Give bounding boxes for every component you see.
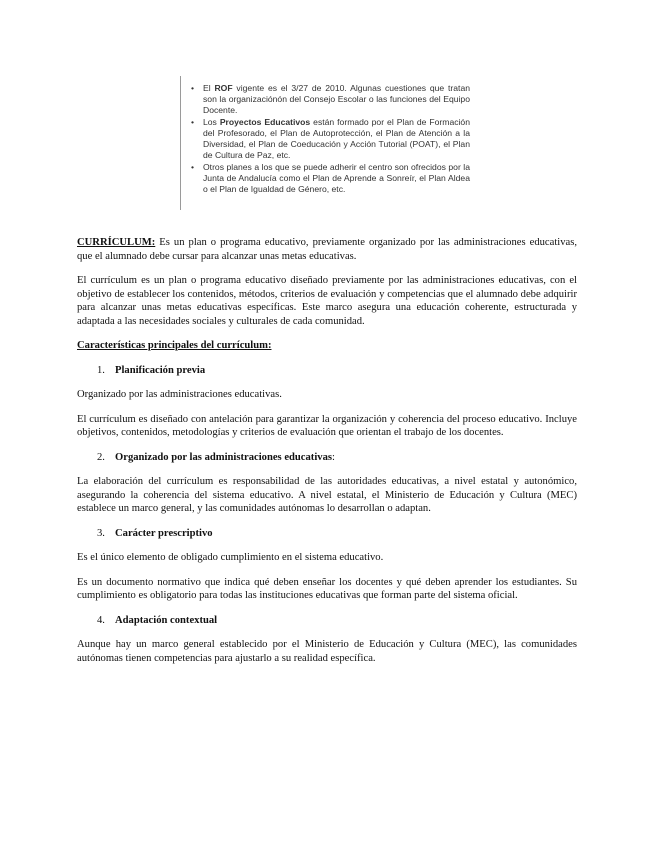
section-2-text-1: La elaboración del currículum es responsabilidad de las autoridades educativas, a nivel estatal y autonómico, asegurando la coherencia del sistema educativo. A nivel estatal, el Ministerio de Educación y Cultura (MEC) establece un marco general, y las comunidades autónomas lo desarrollan o adaptan. — [77, 476, 577, 514]
inset-item-otros-planes: • Otros planes a los que se puede adherir el centro son ofrecidos por la Junta de Andalucía como el Plan de Aprende a Sonreír, el Plan Aldea o el Plan de Igualdad de Género, etc. — [191, 162, 470, 194]
inset-item-rof: • El ROF vigente es el 3/27 de 2010. Algunas cuestiones que tratan son la organizaciónón del Consejo Escolar o las funciones del Equipo Docente. — [191, 83, 471, 115]
inset-bullet-list — [187, 83, 470, 195]
curriculum-term: CURRÍCULUM: — [77, 237, 156, 248]
bullet-icon: • — [191, 117, 195, 127]
section-3-text-2: Es un documento normativo que indica qué deben enseñar los docentes y qué deben aprender los estudiantes. Su cumplimiento es obligatorio para todas las instituciones educativas que forman parte del sistema oficial. — [77, 576, 577, 601]
curriculum-definition: CURRÍCULUM: Es un plan o programa educativo, previamente organizado por las administraciones educativas, que el alumnado debe cursar para alcanzar unas metas educativas. — [77, 237, 577, 262]
inset-item-proyectos: • Los Proyectos Educativos están formado por el Plan de Formación del Profesorado, el Plan de Autoprotección, el Plan de Atención a la Diversidad, el Plan de Coeducación y Acción Tutorial (POAT), el Plan de Cultura de Paz, etc. — [191, 117, 470, 160]
curriculum-paragraph: El currículum es un plan o programa educativo diseñado previamente por las administraciones educativas, con el objetivo de establecer los contenidos, métodos, criterios de evaluación y competencias que el alumnado debe adquirir para alcanzar unas metas educativas específicas. Este marco asegura una educación coherente, estructurada y adaptada a las necesidades sociales y culturales de cada comunidad. — [77, 275, 577, 327]
characteristics-heading: Características principales del currículum: — [77, 340, 272, 351]
section-1-title: 1. Planificación previa — [97, 364, 206, 376]
section-1-text-2: El currículum es diseñado con antelación para garantizar la organización y coherencia del proceso educativo. Incluye objetivos, contenidos, metodologías y criterios de evaluación que orientan el trabajo de los docentes. — [77, 413, 577, 438]
bullet-icon: • — [191, 162, 195, 172]
section-3-text-1: Es el único elemento de obligado cumplimiento en el sistema educativo. — [77, 552, 384, 563]
section-3-title: 3. Carácter prescriptivo — [97, 527, 213, 539]
section-1-text-1: Organizado por las administraciones educativas. — [77, 389, 282, 400]
section-2-title: 2. Organizado por las administraciones educativas: — [97, 451, 335, 463]
bullet-icon: • — [191, 83, 195, 93]
document-body — [77, 236, 577, 676]
section-4-title: 4. Adaptación contextual — [97, 614, 218, 626]
inset-list-image — [180, 76, 476, 210]
section-4-text-1: Aunque hay un marco general establecido por el Ministerio de Educación y Cultura (MEC), las comunidades autónomas tienen competencias para ajustarlo a su realidad específica. — [77, 639, 577, 664]
